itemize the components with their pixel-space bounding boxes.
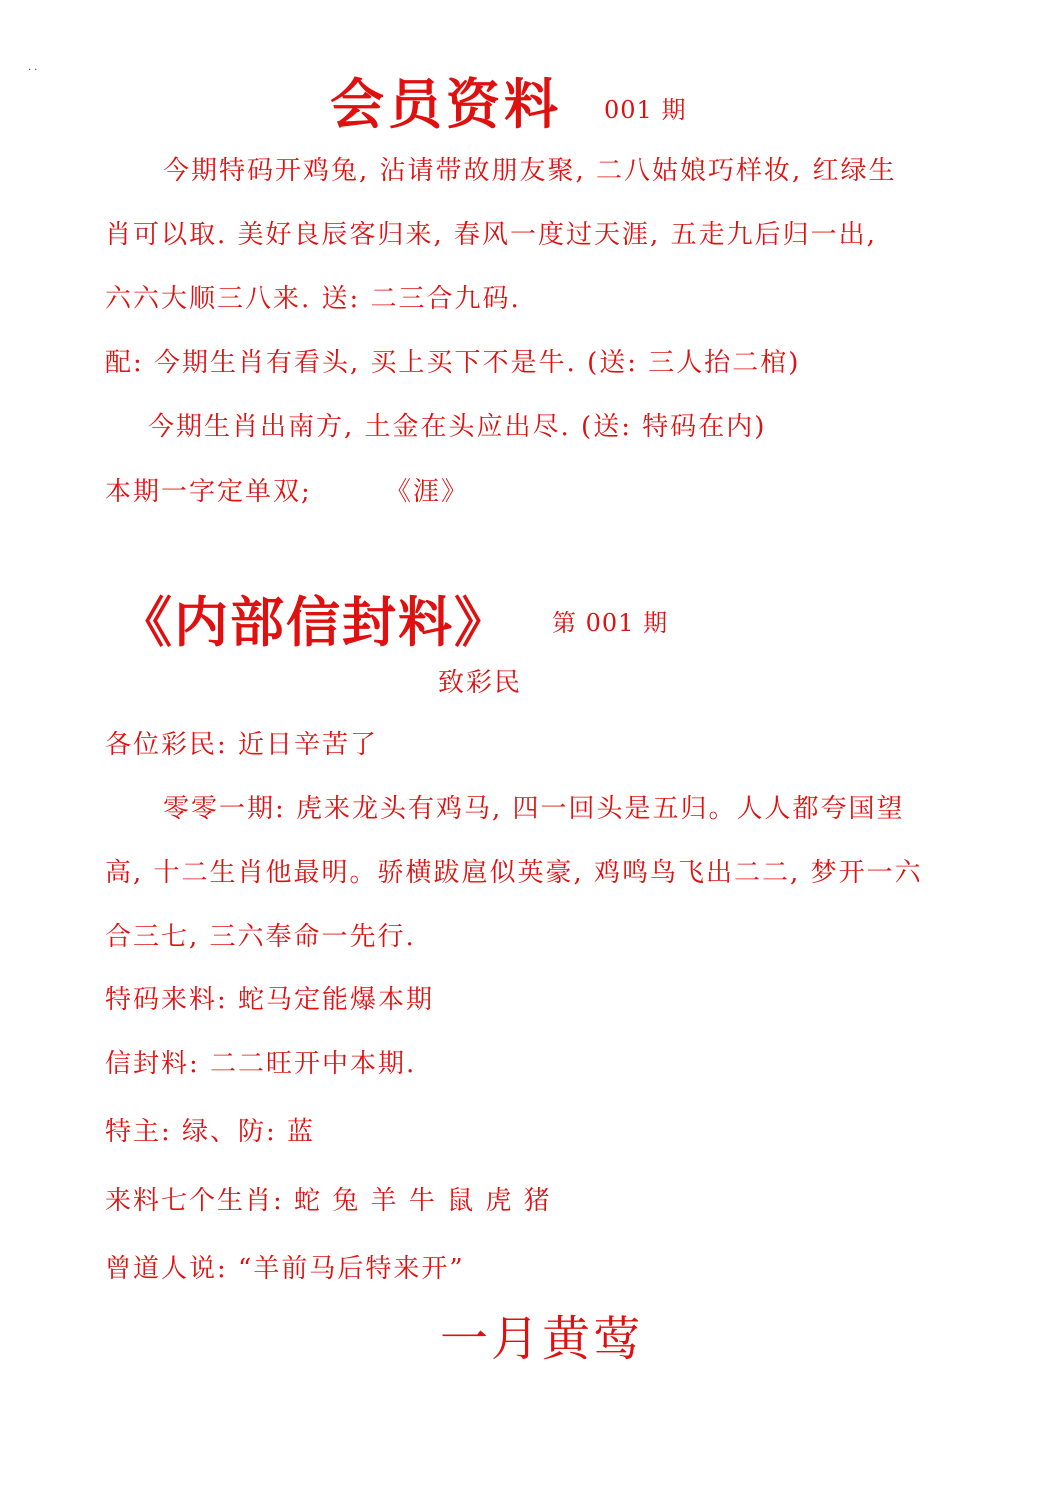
greeting-line: 各位彩民: 近日辛苦了 [105,730,379,760]
section1-paragraph-line: 今期特码开鸡兔, 沾请带故朋友聚, 二八姑娘巧样妆, 红绿生 [163,156,897,186]
section2-paragraph-line: 高, 十二生肖他最明。骄横跋扈似英豪, 鸡鸣鸟飞出二二, 梦开一六 [105,858,923,888]
special-source-line: 特码来料: 蛇马定能爆本期 [105,985,435,1015]
section1-paragraph-line: 六六大顺三八来. 送: 二三合九码. [105,284,521,314]
single-word-value: 《涯》 [385,477,470,507]
member-info-title: 会员资料 [330,72,562,136]
section2-paragraph-line: 合三七, 三六奉命一先行. [105,922,416,952]
envelope-info-title: 《内部信封料》 [118,590,510,654]
member-info-issue: 001 期 [604,96,687,124]
pairing-line: 今期生肖出南方, 土金在头应出尽. (送: 特码在内) [148,412,767,442]
pairing-line: 配: 今期生肖有看头, 买上买下不是牛. (送: 三人抬二棺) [105,348,801,378]
saying-line: 曾道人说: “羊前马后特来开” [105,1254,465,1284]
main-color-line: 特主: 绿、防: 蓝 [105,1117,316,1147]
section1-paragraph-line: 肖可以取. 美好良辰客归来, 春风一度过天涯, 五走九后归一出, [105,220,877,250]
envelope-line: 信封料: 二二旺开中本期. [105,1049,417,1079]
section2-paragraph-line: 零零一期: 虎来龙头有鸡马, 四一回头是五归。人人都夸国望 [163,794,905,824]
letter-subtitle: 致彩民 [438,668,523,698]
seven-zodiac-line: 来料七个生肖: 蛇 兔 羊 牛 鼠 虎 猪 [105,1186,552,1216]
envelope-info-issue: 第 001 期 [552,609,669,637]
signature: 一月黄莺 [440,1311,645,1367]
corner-mark: .. [28,62,41,73]
single-word-label: 本期一字定单双; [105,477,312,507]
